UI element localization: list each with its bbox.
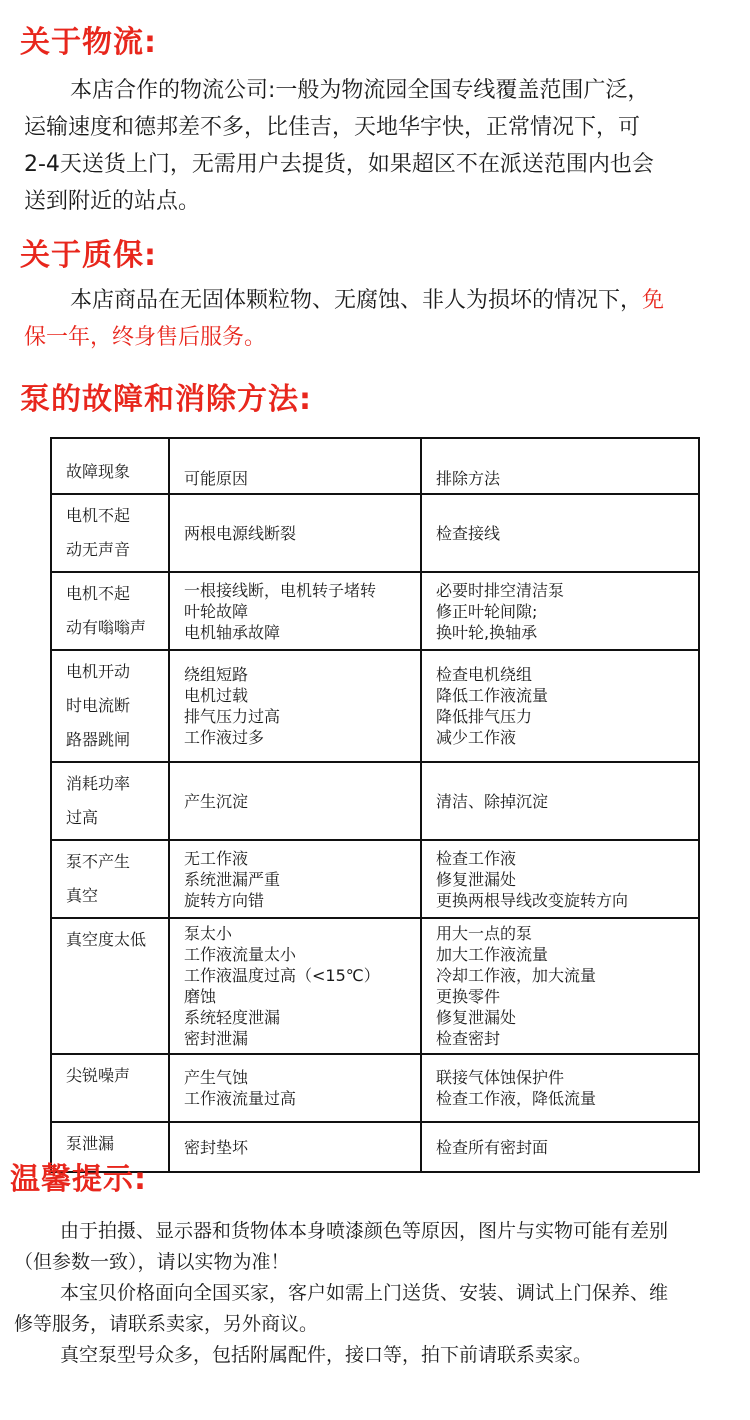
symptom-line: 电机开动 xyxy=(66,662,131,681)
fault-fix-cell xyxy=(421,840,699,918)
fault-fix-cell xyxy=(421,494,699,572)
fault-fix-cell xyxy=(421,572,699,650)
cause-line: 排气压力过高 xyxy=(184,707,281,726)
table-row xyxy=(51,650,699,762)
symptom-line: 尖锐噪声 xyxy=(66,1066,131,1085)
cause-line: 系统轻度泄漏 xyxy=(184,1008,281,1027)
symptom-line: 路器跳闸 xyxy=(66,730,131,749)
logistics-heading: 关于物流: xyxy=(20,25,157,60)
logistics-line: 运输速度和德邦差不多，比佳吉，天地华宇快，正常情况下，可 xyxy=(24,115,641,140)
fault-cause-cell xyxy=(169,918,421,1054)
fault-cause-cell xyxy=(169,1054,421,1122)
symptom-line: 消耗功率 xyxy=(66,774,131,793)
fix-line: 换叶轮,换轴承 xyxy=(436,622,538,642)
table-row xyxy=(51,572,699,650)
logistics-line: 本店合作的物流公司:一般为物流园全国专线覆盖范围广泛， xyxy=(70,78,650,103)
fix-line: 修复泄漏处 xyxy=(436,1008,517,1027)
cause-line: 工作液流量过高 xyxy=(184,1089,297,1108)
tip-line: 修等服务，请联系卖家，另外商议。 xyxy=(14,1313,319,1335)
warranty-highlight-line: 保一年，终身售后服务。 xyxy=(24,325,267,350)
fault-fix-cell xyxy=(421,650,699,762)
symptom-line: 过高 xyxy=(66,808,99,827)
fix-line: 检查工作液，降低流量 xyxy=(436,1089,597,1108)
cause-line: 密封垫坏 xyxy=(184,1137,249,1157)
tip-line: （但参数一致），请以实物为准！ xyxy=(14,1251,290,1273)
symptom-line: 真空 xyxy=(66,886,99,905)
fix-line: 修正叶轮间隙; xyxy=(436,601,538,621)
tips-content xyxy=(14,1216,734,1371)
fault-symptom-cell xyxy=(51,840,169,918)
tip-paragraph xyxy=(14,1216,734,1278)
fault-cause-cell xyxy=(169,1122,421,1172)
tips-heading: 温馨提示: xyxy=(10,1162,147,1197)
cause-line: 产生沉淀 xyxy=(184,791,249,811)
cause-line: 绕组短路 xyxy=(184,665,249,684)
fix-line: 减少工作液 xyxy=(436,728,517,747)
warranty-line xyxy=(24,282,734,319)
table-row xyxy=(51,762,699,840)
table-row xyxy=(51,840,699,918)
tip-line: 由于拍摄、显示器和货物体本身喷漆颜色等原因，图片与实物可能有差别 xyxy=(60,1220,669,1242)
cause-line: 叶轮故障 xyxy=(184,601,249,621)
logistics-paragraph xyxy=(24,72,734,220)
tip-line: 真空泵型号众多，包括附属配件，接口等，拍下前请联系卖家。 xyxy=(60,1344,593,1366)
fault-fix-cell xyxy=(421,1122,699,1172)
symptom-line: 动无声音 xyxy=(66,540,131,559)
fix-line: 检查电机绕组 xyxy=(436,665,533,684)
cause-line: 密封泄漏 xyxy=(184,1029,249,1048)
table-header-row xyxy=(51,438,699,494)
tip-line: 本宝贝价格面向全国买家，客户如需上门送货、安装、调试上门保养、维 xyxy=(60,1282,669,1304)
cause-line: 旋转方向错 xyxy=(184,890,265,910)
cause-line: 产生气蚀 xyxy=(184,1068,249,1087)
cause-line: 磨蚀 xyxy=(184,987,217,1006)
fix-line: 降低排气压力 xyxy=(436,707,533,726)
fix-line: 修复泄漏处 xyxy=(436,869,517,889)
fault-symptom-cell xyxy=(51,572,169,650)
column-header-cause: 可能原因 xyxy=(169,438,421,494)
warranty-highlight: 免 xyxy=(642,288,665,313)
fault-cause-cell xyxy=(169,762,421,840)
symptom-line: 真空度太低 xyxy=(66,930,147,949)
fix-line: 用大一点的泵 xyxy=(436,924,533,943)
fault-symptom-cell xyxy=(51,650,169,762)
fix-line: 更换两根导线改变旋转方向 xyxy=(436,890,629,910)
column-header-symptom: 故障现象 xyxy=(51,438,169,494)
fix-line: 检查接线 xyxy=(436,523,501,543)
cause-line: 一根接线断，电机转子堵转 xyxy=(184,580,377,600)
fix-line: 必要时排空清洁泵 xyxy=(436,580,565,600)
cause-line: 工作液温度过高（<15℃） xyxy=(184,966,380,985)
warranty-heading: 关于质保: xyxy=(20,238,157,273)
table-row xyxy=(51,494,699,572)
fault-fix-cell xyxy=(421,762,699,840)
logistics-line: 2-4天送货上门，无需用户去提货，如果超区不在派送范围内也会 xyxy=(24,152,654,177)
fault-symptom-cell xyxy=(51,494,169,572)
logistics-line: 送到附近的站点。 xyxy=(24,189,201,214)
fault-symptom-cell xyxy=(51,918,169,1054)
tip-paragraph xyxy=(14,1278,734,1340)
fault-cause-cell xyxy=(169,494,421,572)
table-row xyxy=(51,1122,699,1172)
cause-line: 无工作液 xyxy=(184,848,249,868)
cause-line: 两根电源线断裂 xyxy=(184,523,297,543)
symptom-line: 时电流断 xyxy=(66,696,131,715)
fault-cause-cell xyxy=(169,840,421,918)
cause-line: 电机过载 xyxy=(184,686,249,705)
fix-line: 降低工作液流量 xyxy=(436,686,549,705)
table-row xyxy=(51,918,699,1054)
fix-line: 检查所有密封面 xyxy=(436,1137,549,1157)
warranty-text: 本店商品在无固体颗粒物、无腐蚀、非人为损坏的情况下， xyxy=(70,288,643,313)
cause-line: 工作液流量太小 xyxy=(184,945,297,964)
fault-cause-cell xyxy=(169,572,421,650)
symptom-line: 动有嗡嗡声 xyxy=(66,618,147,637)
fault-fix-cell xyxy=(421,1054,699,1122)
fault-table xyxy=(50,437,700,1173)
cause-line: 工作液过多 xyxy=(184,728,265,747)
cause-line: 电机轴承故障 xyxy=(184,622,281,642)
fix-line: 联接气体蚀保护件 xyxy=(436,1068,565,1087)
symptom-line: 电机不起 xyxy=(66,584,131,603)
fix-line: 更换零件 xyxy=(436,987,501,1006)
fix-line: 检查工作液 xyxy=(436,848,517,868)
column-header-fix: 排除方法 xyxy=(421,438,699,494)
fix-line: 加大工作液流量 xyxy=(436,945,549,964)
table-row xyxy=(51,1054,699,1122)
fault-symptom-cell xyxy=(51,1054,169,1122)
fix-line: 检查密封 xyxy=(436,1029,501,1048)
faults-heading: 泵的故障和消除方法: xyxy=(20,382,312,417)
symptom-line: 泵不产生 xyxy=(66,852,131,871)
warranty-paragraph xyxy=(24,282,734,356)
symptom-line: 泵泄漏 xyxy=(66,1134,115,1153)
fault-symptom-cell xyxy=(51,762,169,840)
fault-fix-cell xyxy=(421,918,699,1054)
symptom-line: 电机不起 xyxy=(66,506,131,525)
cause-line: 泵太小 xyxy=(184,924,233,943)
cause-line: 系统泄漏严重 xyxy=(184,869,281,889)
fix-line: 冷却工作液，加大流量 xyxy=(436,966,597,985)
fault-cause-cell xyxy=(169,650,421,762)
tip-paragraph xyxy=(14,1340,734,1371)
fix-line: 清洁、除掉沉淀 xyxy=(436,791,549,811)
